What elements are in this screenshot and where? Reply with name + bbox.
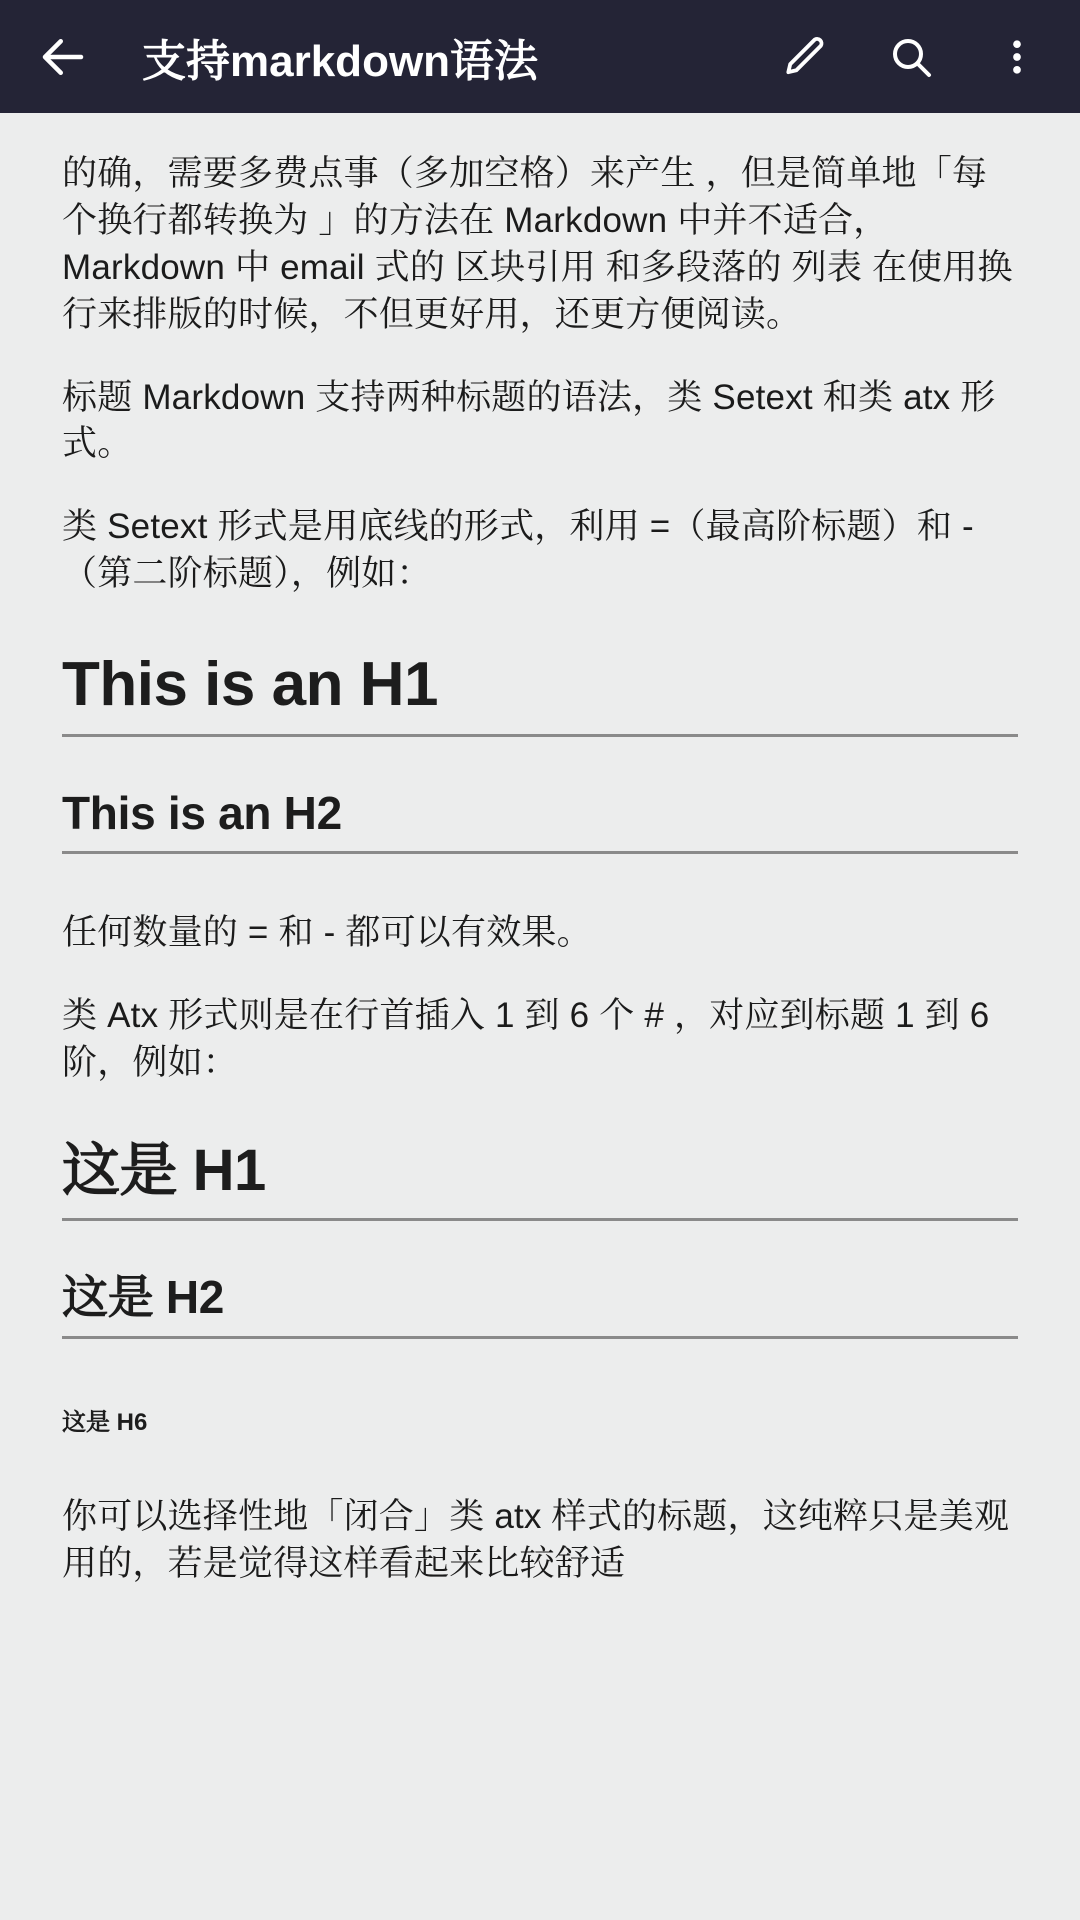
block-spacer [62, 1438, 1018, 1494]
block-spacer [62, 854, 1018, 910]
search-icon [887, 33, 935, 81]
note-content[interactable] [0, 113, 1080, 1588]
search-button[interactable] [874, 20, 948, 94]
pencil-icon [782, 34, 828, 80]
arrow-left-icon [36, 30, 90, 84]
overflow-menu-button[interactable] [980, 20, 1054, 94]
paragraph: 你可以选择性地「闭合」类 atx 样式的标题，这纯粹只是美观用的，若是觉得这样看起来比较舒适 [62, 1496, 1010, 1583]
heading-h1: This is an H1 [62, 650, 1018, 736]
paragraph: 类 Atx 形式则是在行首插入 1 到 6 个 # ，对应到标题 1 到 6 阶，例如： [62, 996, 990, 1083]
paragraph: 任何数量的 = 和 - 都可以有效果。 [62, 913, 592, 953]
heading-h1: 这是 H1 [62, 1139, 1018, 1221]
edit-button[interactable] [768, 20, 842, 94]
heading-h6: 这是 H6 [62, 1408, 148, 1436]
block-spacer [62, 1339, 1018, 1409]
paragraph: 标题 Markdown 支持两种标题的语法，类 Setext 和类 atx 形式。 [62, 377, 996, 464]
more-vertical-icon [995, 35, 1039, 79]
paragraph: 类 Setext 形式是用底线的形式，利用 =（最高阶标题）和 -（第二阶标题），例如： [62, 507, 974, 594]
heading-h2: 这是 H2 [62, 1271, 1018, 1339]
paragraph: 的确，需要多费点事（多加空格）来产生 ，但是简单地「每个换行都转换为 」的方法在 Markdown 中并不适合， Markdown 中 email 式的 区块引用 和多段落的 列表 在使用换行来排版的时候，不但更好用，还更方便阅读。 [62, 154, 1013, 334]
heading-h2: This is an H2 [62, 787, 1018, 855]
page-title: 支持markdown语法 [142, 36, 539, 86]
back-button[interactable] [26, 20, 100, 94]
app-bar [0, 0, 1080, 113]
